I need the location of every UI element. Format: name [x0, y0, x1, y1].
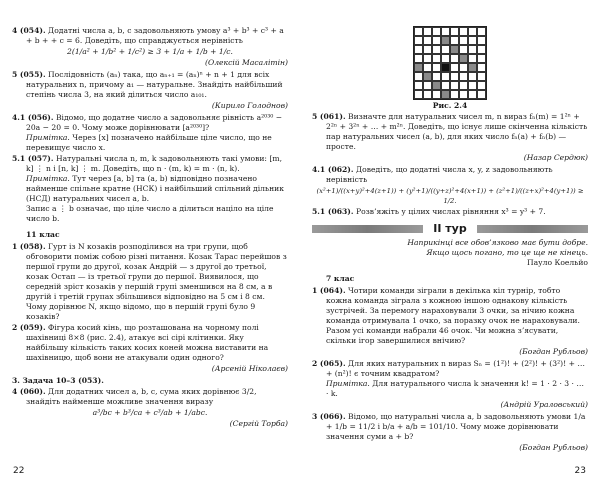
board-cell	[468, 72, 477, 81]
note-text: Для натурального числа k значення k! = 1 · 2 · 3 · … · k.	[326, 379, 584, 398]
attacked-cell	[441, 36, 450, 45]
knight-cell	[441, 63, 450, 72]
problem-061	[312, 112, 588, 152]
problem-number: 4.1 (056).	[12, 113, 54, 122]
problem-text: Розв’яжіть у цілих числах рівняння x³ = y³ + 7.	[355, 207, 546, 216]
attacked-cell	[468, 63, 477, 72]
problem-text: Відомо, що натуральні числа a, b задовольняють умови 1/a + 1/b = 11/2 і b/a + a/b = 101/10. Чому може дорівнювати значення суми a + b?	[326, 412, 586, 441]
board-cell	[432, 45, 441, 54]
problem-062	[312, 165, 588, 185]
board-cell	[459, 63, 468, 72]
tour-title: II тур	[433, 222, 467, 235]
problem-text: Чотири команди зіграли в декілька кіл турнір, тобто кожна команда зіграла з кожною іншою однакову кількість зустрічей. За перемогу нараховували 3 очки, за нічию кожна команда отримувала 1 очко, за поразку очок не нараховували. Разом усі команди набрали 46 очок. Чи можна з’ясувати, скільки ігор завершилися внічию?	[326, 286, 580, 345]
section-7-class: 7 клас	[326, 274, 355, 283]
board-cell	[423, 27, 432, 36]
board-cell	[459, 81, 468, 90]
problem-number: 2 (065).	[312, 359, 346, 368]
board-cell	[459, 36, 468, 45]
board-cell	[441, 54, 450, 63]
author-055: (Кирило Голоднов)	[211, 101, 288, 110]
board-cell	[477, 27, 486, 36]
problem-number: 5.1 (063).	[312, 207, 354, 216]
problem-number: 4 (060).	[12, 387, 46, 396]
board-cell	[468, 54, 477, 63]
problem-054	[12, 26, 288, 46]
author-059: (Арсеній Ніколаєв)	[211, 364, 288, 373]
problem-text: Фігура косий кінь, що розташована на чорному полі шахівниці 8×8 (рис. 2.4), атакує всі сірі клітинки. Яку найбільшу кількість таких косих коней можна виставити на шахівницю, щоб вони не атакували один одного?	[26, 323, 269, 362]
board-cell	[459, 90, 468, 99]
board-cell	[477, 72, 486, 81]
problem-057	[12, 154, 288, 224]
board-cell	[414, 27, 423, 36]
formula-062: (x²+1)/((x+y)²+4(z+1)) + (y²+1)/((y+z)²+4(x+1)) + (z²+1)/((z+x)²+4(y+1)) ≥ 1/2.	[316, 187, 584, 205]
note-text: Тут через [a, b] та (a, b) відповідно позначено найменше спільне кратне (НСК) і найбільший спільний дільник (НСД) натуральних чисел a, b.	[26, 174, 284, 203]
board-cell	[450, 81, 459, 90]
problem-number: 1 (064).	[312, 286, 346, 295]
board-cell	[441, 81, 450, 90]
problem-number: 5 (055).	[12, 70, 46, 79]
board-cell	[450, 54, 459, 63]
problem-text: Додатні числа a, b, c задовольняють умову a³ + b³ + c³ + a + b + + c = 6. Доведіть, що справджується нерівність	[26, 26, 284, 45]
problem-065	[312, 359, 588, 399]
author-054: (Олексій Масалітін)	[205, 58, 288, 67]
note-label: Примітка.	[26, 133, 70, 142]
board-cell	[423, 45, 432, 54]
left-column	[12, 26, 288, 431]
problem-064	[312, 286, 588, 346]
note-text-2: Запис a ⋮ b означає, що ціле число a ділиться націло на ціле число b.	[26, 204, 274, 223]
board-cell	[468, 36, 477, 45]
figure-2-4-chessboard	[413, 26, 487, 100]
board-cell	[432, 54, 441, 63]
formula-054: 2(1/a² + 1/b² + 1/c²) ≥ 3 + 1/a + 1/b + 1/c.	[67, 47, 233, 56]
attacked-cell	[414, 63, 423, 72]
problem-3-ref	[12, 376, 288, 386]
figure-caption: Рис. 2.4	[432, 101, 468, 110]
problem-number: 2 (059).	[12, 323, 46, 332]
right-page	[300, 0, 600, 486]
problem-text: Задача 10–3 (053).	[22, 376, 104, 385]
problem-text: Для яких натуральних n вираз Sₙ = (1²)! + (2²)! + (3²)! + … + (n²)! є точним квадратом?	[326, 359, 585, 378]
attacked-cell	[432, 81, 441, 90]
page-number-right: 23	[574, 466, 586, 476]
board-cell	[414, 45, 423, 54]
tour-bar-left	[312, 225, 423, 233]
problem-text: Визначте для натуральних чисел m, n вираз fₙ(m) = 1²ⁿ + 2²ⁿ + 3²ⁿ + … + m²ⁿ. Доведіть, що існує лише скінченна кількість пар натуральних чисел (a, b), для яких число fₙ(a) + fₙ(b) — просте.	[326, 112, 588, 151]
tour-header	[312, 223, 588, 235]
board-cell	[477, 63, 486, 72]
section-11-class: 11 клас	[26, 230, 60, 239]
problem-number: 3 (066).	[312, 412, 346, 421]
board-cell	[450, 90, 459, 99]
board-cell	[432, 90, 441, 99]
formula-060: a³/bc + b³/ca + c³/ab + 1/abc.	[92, 408, 208, 417]
board-cell	[432, 36, 441, 45]
problem-text: Доведіть, що додатні числа x, y, z задовольняють нерівність	[326, 165, 553, 184]
right-column	[312, 26, 588, 455]
author-060: (Сергій Торба)	[229, 419, 288, 428]
problem-059	[12, 323, 288, 363]
board-cell	[468, 27, 477, 36]
problem-number: 5.1 (057).	[12, 154, 54, 163]
board-cell	[414, 90, 423, 99]
board-cell	[423, 90, 432, 99]
problem-063	[312, 207, 588, 217]
board-cell	[477, 45, 486, 54]
board-cell	[432, 63, 441, 72]
board-cell	[432, 72, 441, 81]
board-cell	[414, 72, 423, 81]
board-cell	[477, 36, 486, 45]
board-cell	[459, 27, 468, 36]
note-label: Примітка.	[26, 174, 70, 183]
tour-bar-right	[477, 225, 588, 233]
board-cell	[423, 63, 432, 72]
problem-number: 5 (061).	[312, 112, 346, 121]
board-cell	[414, 81, 423, 90]
board-cell	[459, 45, 468, 54]
board-cell	[468, 90, 477, 99]
board-cell	[423, 54, 432, 63]
board-cell	[468, 45, 477, 54]
attacked-cell	[450, 45, 459, 54]
epigraph-line: Якщо щось погано, то це ще не кінець.	[426, 248, 588, 257]
attacked-cell	[423, 72, 432, 81]
problem-066	[312, 412, 588, 442]
author-065: (Андрій Ураловський)	[500, 400, 588, 409]
attacked-cell	[459, 54, 468, 63]
problem-number: 4 (054).	[12, 26, 46, 35]
problem-056	[12, 113, 288, 153]
problem-number: 1 (058).	[12, 242, 46, 251]
board-cell	[450, 36, 459, 45]
problem-text: Гурт із N козаків розподілився на три групи, щоб обговорити поміж собою різні питання. Козак Тарас перейшов з першої групи до другої, козак Андрій — з другої до третьої, козак Остап — із третьої групи до першої. Виявилося, що середній зріст козаків у першій групі зменшився на 8 см, а в другій і третій групах збільшився відповідно на 5 см і 8 см. Чому дорівнює N, якщо відомо, що в першій групі було 9 козаків?	[26, 242, 287, 321]
author-061: (Назар Сердюк)	[523, 153, 588, 162]
epigraph-author: Пауло Коельйо	[527, 258, 588, 267]
figure-2-4	[312, 26, 588, 100]
board-cell	[441, 45, 450, 54]
board-cell	[441, 27, 450, 36]
problem-text: Відомо, що додатне число a задовольняє рівність a²⁰³⁰ − 20a − 20 = 0. Чому може дорівнювати [a²⁰³⁰]?	[26, 113, 283, 132]
problem-number: 3.	[12, 376, 20, 385]
board-cell	[432, 27, 441, 36]
epigraph	[312, 238, 588, 258]
problem-text: Для додатних чисел a, b, c, сума яких дорівнює 3/2, знайдіть найменше можливе значення виразу	[26, 387, 257, 406]
board-cell	[414, 54, 423, 63]
board-cell	[459, 72, 468, 81]
note-text: Через [x] позначено найбільше ціле число, що не перевищує число x.	[26, 133, 272, 152]
problem-055	[12, 70, 288, 100]
board-cell	[477, 81, 486, 90]
problem-060	[12, 387, 288, 407]
author-066: (Богдан Рубльов)	[519, 443, 588, 452]
board-cell	[441, 72, 450, 81]
board-cell	[477, 90, 486, 99]
board-cell	[414, 36, 423, 45]
board-cell	[477, 54, 486, 63]
board-cell	[423, 36, 432, 45]
problem-text: Натуральні числа n, m, k задовольняють такі умови: [m, k] ⋮ n і [n, k] ⋮ m. Доведіть, що n · (m, k) = m · (n, k).	[26, 154, 282, 173]
problem-058	[12, 242, 288, 322]
board-cell	[450, 27, 459, 36]
board-cell	[423, 81, 432, 90]
author-064: (Богдан Рубльов)	[519, 347, 588, 356]
problem-text: Послідовність (aₙ) така, що aₙ₊₁ = (aₙ)ⁿ + n + 1 для всіх натуральних n, причому a₁ — натуральне. Знайдіть найбільший степінь числа 3, на який ділиться число a₁₀₁.	[26, 70, 283, 99]
board-cell	[450, 63, 459, 72]
epigraph-line: Наприкінці все обов’язково має бути добре.	[407, 238, 588, 247]
page-number-left: 22	[13, 466, 25, 476]
problem-number: 4.1 (062).	[312, 165, 354, 174]
attacked-cell	[441, 90, 450, 99]
board-cell	[468, 81, 477, 90]
board-cell	[450, 72, 459, 81]
note-label: Примітка.	[326, 379, 370, 388]
